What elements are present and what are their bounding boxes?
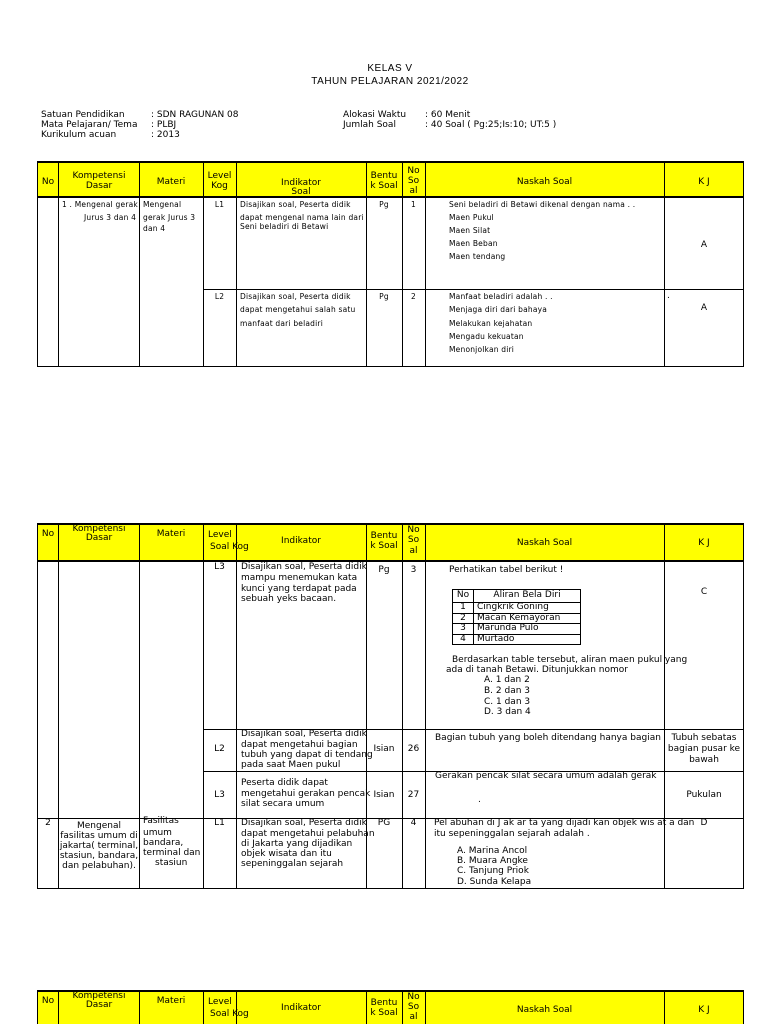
header-nosoal: So	[407, 1002, 420, 1012]
kd-cell: Jurus 3 dan 4	[84, 213, 137, 222]
naskah-option: C. Tanjung Priok	[457, 866, 529, 876]
materi-cell: terminal dan	[143, 848, 201, 858]
level-cell: L2	[214, 292, 225, 301]
info-value: : PLBJ	[151, 120, 177, 130]
materi-cell: bandara,	[143, 838, 184, 848]
mini-cell: 4	[453, 634, 474, 645]
level-cell: L2	[214, 744, 225, 754]
header-nosoal: al	[409, 186, 418, 196]
indikator-cell: tubuh yang dapat di tendang	[241, 750, 373, 760]
kd-cell: jakarta( terminal,	[59, 841, 139, 851]
naskah-line: Gerakan pencak silat secara umum adalah gerak	[435, 771, 657, 781]
bentuk-cell: PG	[377, 818, 391, 828]
aliran-table	[452, 589, 581, 645]
naskah-line: Bagian tubuh yang boleh ditendang hanya bagian	[435, 733, 661, 743]
naskah-option: B. 2 dan 3	[484, 686, 531, 696]
header-level: Level	[208, 997, 232, 1007]
header-bentuk: k Soal	[370, 541, 398, 551]
indikator-cell: manfaat dari beladiri	[240, 319, 323, 328]
header-nosoal: al	[409, 546, 418, 556]
indikator-cell: di Jakarta yang dijadikan	[241, 839, 353, 849]
level-cell: L1	[214, 818, 225, 828]
info-value: : 2013	[151, 130, 180, 140]
level-cell: L3	[214, 790, 225, 800]
kj-cell: Pukulan	[686, 790, 722, 800]
kj-cell: Tubuh sebatas	[671, 733, 737, 743]
header-nosoal: No	[407, 992, 420, 1002]
info-value: : 40 Soal ( Pg:25;Is:10; UT:5 )	[425, 120, 557, 130]
info-value: : 60 Menit	[425, 110, 471, 120]
header-no: No	[41, 996, 55, 1006]
header-nosoal: No	[407, 525, 420, 535]
header-kj: K J	[698, 538, 710, 548]
header-level: Kog	[211, 181, 228, 191]
bentuk-cell: Isian	[373, 744, 395, 754]
indikator-cell: Disajikan soal, Peserta didik	[240, 292, 351, 301]
indikator-cell: mengetahui gerakan pencak	[241, 789, 371, 799]
dot-mark: .	[667, 291, 670, 301]
header-nosoal: al	[409, 1012, 418, 1022]
header-kd: Kompetensi	[72, 991, 126, 1001]
header-kd: Dasar	[85, 181, 113, 191]
header-level: Soal Kog	[210, 1009, 249, 1019]
indikator-cell: Disajikan soal, Peserta didik	[241, 729, 367, 739]
mini-cell: Marunda Pulo	[474, 624, 581, 635]
bentuk-cell: Pg	[379, 292, 389, 301]
dot-mark: .	[478, 795, 481, 805]
naskah-option: B. Muara Angke	[457, 856, 528, 866]
header-level: Level	[207, 171, 232, 181]
header-materi: Materi	[156, 529, 186, 539]
header-naskah: Naskah Soal	[516, 177, 573, 187]
table-row	[453, 634, 581, 645]
naskah-question: Pel abuhan di J ak ar ta yang dijadi kan objek wis at a dan	[434, 818, 695, 828]
kd-cell: stasiun, bandara,	[59, 851, 139, 861]
header-indikator: Indikator	[281, 178, 321, 188]
mini-cell: 2	[453, 613, 474, 624]
info-label: Jumlah Soal	[343, 120, 396, 130]
header-nosoal: So	[407, 176, 420, 186]
header-materi: Materi	[156, 177, 186, 187]
class-title: KELAS V	[367, 63, 413, 74]
header-kj: K J	[698, 1005, 710, 1015]
header-kd: Dasar	[85, 533, 113, 543]
indikator-cell: mampu menemukan kata	[241, 573, 358, 583]
kd-cell: 1 . Mengenal gerak	[62, 200, 138, 209]
header-no: No	[41, 177, 55, 187]
materi-cell: umum	[143, 828, 172, 838]
info-label: Mata Pelajaran/ Tema	[41, 120, 138, 130]
kj-cell: A	[700, 240, 708, 250]
naskah-option: Melakukan kejahatan	[449, 319, 533, 328]
header-bentuk: Bentu	[370, 998, 398, 1008]
level-cell: L1	[214, 200, 225, 209]
mini-header-aliran: Aliran Bela Diri	[474, 590, 581, 603]
header-bentuk: k Soal	[370, 1008, 398, 1018]
indikator-cell: Seni beladiri di Betawi	[240, 222, 329, 231]
naskah-line: Manfaat beladiri adalah . .	[449, 292, 553, 301]
indikator-cell: sebuah yeks bacaan.	[241, 594, 337, 604]
indikator-cell: pada saat Maen pukul	[241, 760, 341, 770]
naskah-option: Maen Silat	[449, 226, 491, 235]
indikator-cell: sepeninggalan sejarah	[241, 859, 344, 869]
nosoal-cell: 27	[407, 790, 420, 800]
header-level: Level	[208, 530, 232, 540]
kj-cell: bagian pusar ke	[667, 744, 741, 754]
header-bentuk: Bentu	[370, 531, 398, 541]
materi-cell: Mengenal	[143, 200, 182, 209]
nosoal-cell: 2	[411, 292, 416, 301]
materi-cell: gerak Jurus 3	[143, 213, 196, 222]
naskah-option: Maen Beban	[449, 239, 498, 248]
naskah-option: A. Marina Ancol	[457, 846, 528, 856]
mini-header-no: No	[453, 590, 474, 603]
kj-cell: C	[700, 587, 708, 597]
table-row	[453, 613, 581, 624]
bentuk-cell: Pg	[379, 200, 389, 209]
header-kj: K J	[698, 177, 710, 187]
kd-cell: Mengenal	[77, 821, 121, 831]
materi-cell: dan 4	[143, 224, 166, 233]
kj-cell: bawah	[689, 755, 719, 765]
naskah-question: itu sepeninggalan sejarah adalah .	[434, 829, 590, 839]
naskah-option: Menonjolkan diri	[449, 345, 515, 354]
mini-cell: Macan Kemayoran	[474, 613, 581, 624]
indikator-cell: silat secara umum	[241, 799, 325, 809]
mini-cell: Murtado	[474, 634, 581, 645]
header-materi: Materi	[156, 996, 186, 1006]
indikator-cell: dapat mengetahui pelabuhan	[241, 829, 375, 839]
nosoal-cell: 3	[410, 565, 417, 575]
info-label: Alokasi Waktu	[343, 110, 407, 120]
header-nosoal: No	[407, 166, 420, 176]
header-indikator: Indikator	[281, 1003, 321, 1013]
bentuk-cell: Isian	[373, 790, 395, 800]
nosoal-cell: 26	[407, 744, 420, 754]
kd-cell: fasilitas umum di	[60, 831, 138, 841]
naskah-line: Seni beladiri di Betawi dikenal dengan nama . .	[449, 200, 636, 209]
naskah-option: A. 1 dan 2	[484, 675, 530, 685]
indikator-cell: kunci yang terdapat pada	[241, 584, 357, 594]
naskah-option: D. Sunda Kelapa	[457, 877, 532, 887]
header-bentuk: k Soal	[370, 181, 398, 191]
nosoal-cell: 4	[410, 818, 417, 828]
table-row	[453, 603, 581, 614]
header-bentuk: Bentu	[370, 171, 398, 181]
materi-cell: Fasilitas	[143, 816, 179, 826]
header-naskah: Naskah Soal	[516, 538, 573, 548]
kj-cell: A	[700, 303, 708, 313]
table-row	[453, 624, 581, 635]
materi-cell: stasiun	[155, 858, 188, 868]
header-kd: Kompetensi	[72, 171, 126, 181]
level-cell: L3	[214, 562, 225, 572]
info-value: : SDN RAGUNAN 08	[151, 110, 239, 120]
header-level: Soal Kog	[210, 542, 249, 552]
row-number: 2	[45, 818, 51, 828]
indikator-cell: dapat mengenal nama lain dari	[240, 213, 364, 222]
indikator-cell: dapat mengetahui salah satu	[240, 305, 356, 314]
naskah-intro: Perhatikan tabel berikut !	[449, 565, 564, 575]
kj-cell: D	[700, 818, 708, 828]
indikator-cell: Disajikan soal, Peserta didik	[240, 200, 351, 209]
mini-cell: 1	[453, 603, 474, 614]
mini-cell: Cingkrik Goning	[474, 603, 581, 614]
naskah-option: Mengadu kekuatan	[449, 332, 524, 341]
info-label: Satuan Pendidikan	[41, 110, 125, 120]
kd-cell: dan pelabuhan).	[62, 861, 136, 871]
header-kd: Dasar	[85, 1000, 113, 1010]
year-title: TAHUN PELAJARAN 2021/2022	[311, 76, 469, 87]
naskah-option: Maen Pukul	[449, 213, 494, 222]
header-kd: Kompetensi	[72, 524, 126, 534]
naskah-option: C. 1 dan 3	[484, 697, 531, 707]
header-no: No	[41, 529, 55, 539]
naskah-option: Menjaga diri dari bahaya	[449, 305, 548, 314]
header-indikator: Indikator	[281, 536, 321, 546]
naskah-question: Berdasarkan table tersebut, aliran maen pukul yang	[452, 655, 688, 665]
indikator-cell: Peserta didik dapat	[241, 778, 328, 788]
header-naskah: Naskah Soal	[516, 1005, 573, 1015]
mini-cell: 3	[453, 624, 474, 635]
indikator-cell: Disajikan soal, Peserta didik	[241, 562, 367, 572]
info-label: Kurikulum acuan	[41, 130, 117, 140]
indikator-cell: objek wisata dan itu	[241, 849, 332, 859]
header-nosoal: So	[407, 535, 420, 545]
header-indikator: Soal	[291, 187, 311, 197]
indikator-cell: dapat mengetahui bagian	[241, 740, 358, 750]
naskah-option: D. 3 dan 4	[484, 707, 531, 717]
naskah-question: ada di tanah Betawi. Ditunjukkan nomor	[446, 665, 628, 675]
bentuk-cell: Pg	[378, 565, 390, 575]
naskah-option: Maen tendang	[449, 252, 506, 261]
table-row	[453, 590, 581, 603]
indikator-cell: Disajikan soal, Peserta didik	[241, 818, 367, 828]
nosoal-cell: 1	[411, 200, 416, 209]
